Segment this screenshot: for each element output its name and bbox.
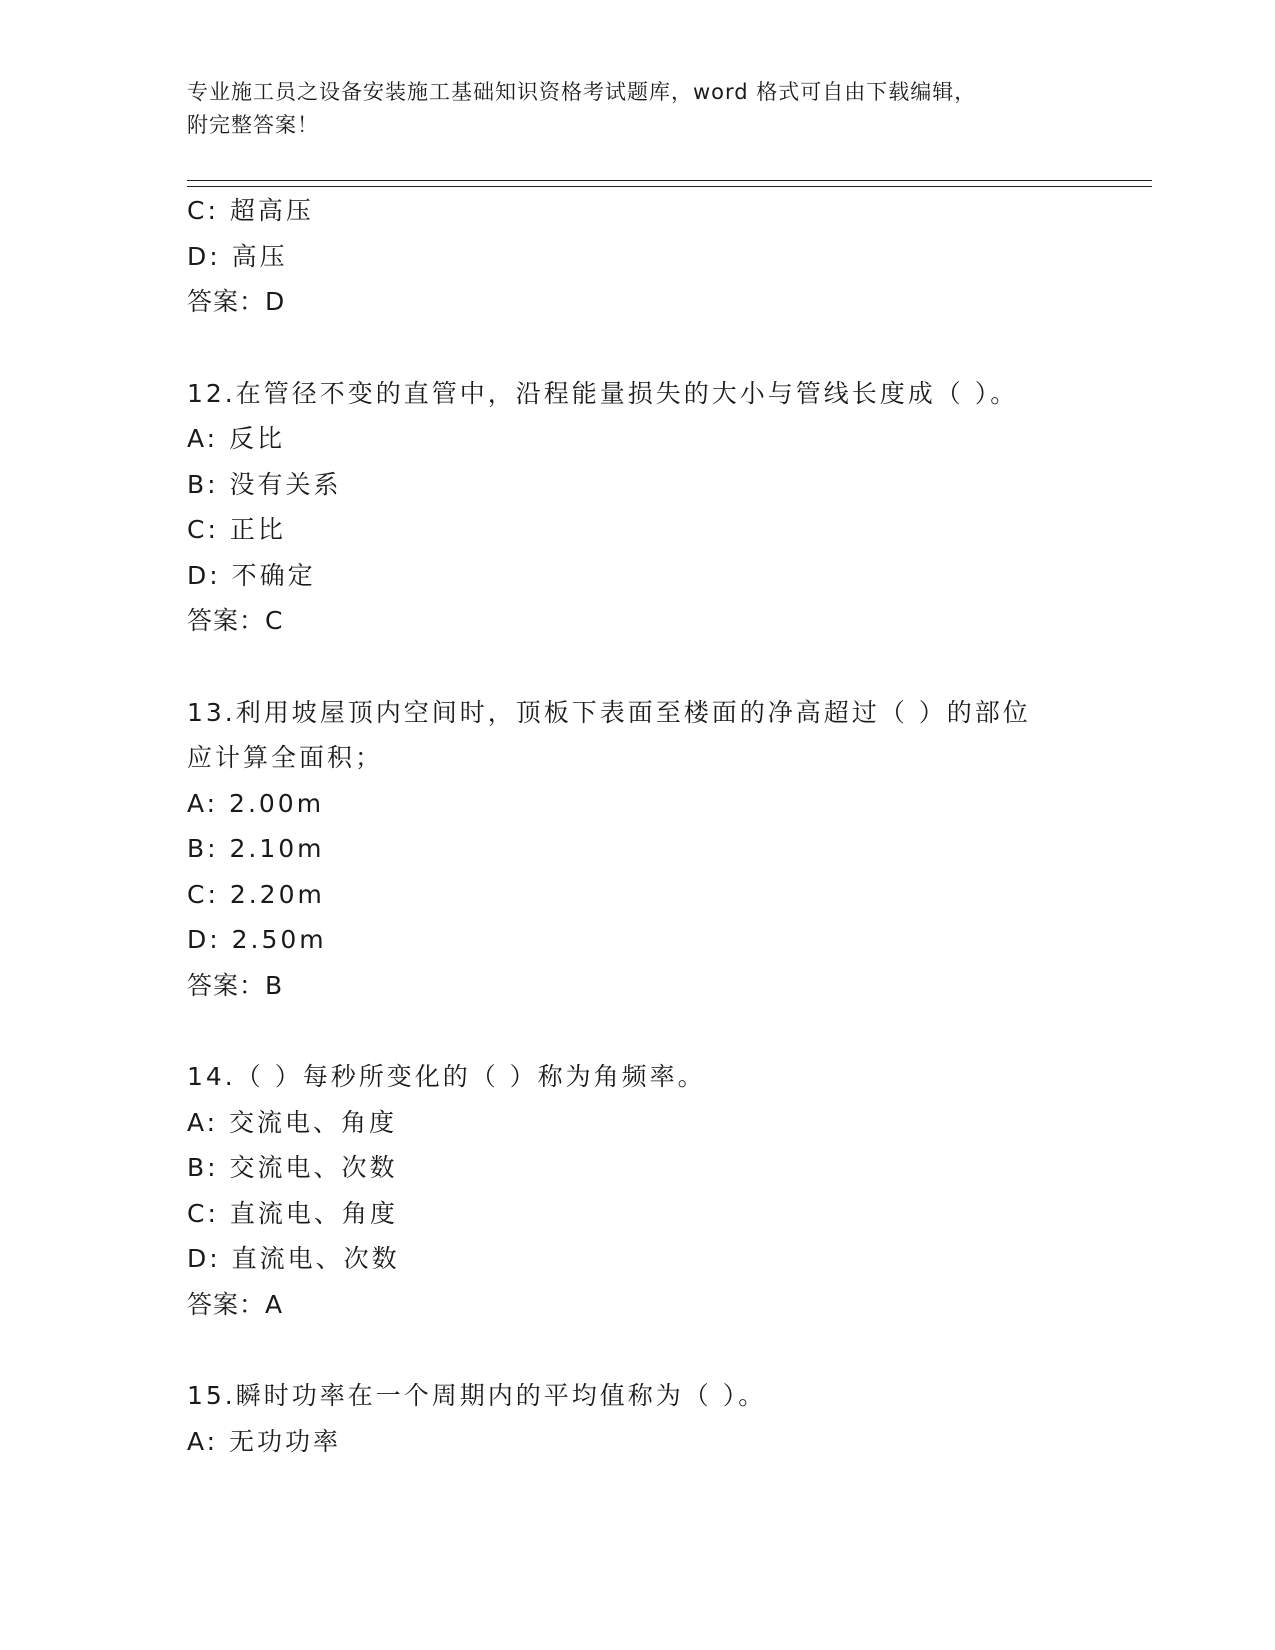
question-block-11: [187, 188, 1117, 325]
option-d: D: 高压: [187, 241, 288, 271]
answer-label: 答案：A: [187, 1289, 284, 1319]
spacer: [187, 325, 1117, 371]
option-c: C: 2.20m: [187, 879, 325, 909]
question-stem-line-2: 应计算全面积；: [187, 743, 384, 772]
spacer: [187, 1008, 1117, 1054]
option-b: B: 2.10m: [187, 834, 325, 863]
spacer: [187, 644, 1117, 690]
option-b: B: 没有关系: [187, 469, 342, 499]
question-stem-line-1: 13.利用坡屋顶内空间时，顶板下表面至楼面的净高超过（ ）的部位: [187, 697, 1031, 727]
option-a: A: 交流电、角度: [187, 1107, 398, 1137]
question-block-15: [187, 1373, 1117, 1464]
option-d: D: 2.50m: [187, 925, 327, 954]
option-d: D: 直流电、次数: [187, 1244, 400, 1273]
answer-label: 答案：C: [187, 606, 284, 635]
question-stem: 12.在管径不变的直管中，沿程能量损失的大小与管线长度成（ ）。: [187, 378, 1019, 408]
answer-label: 答案：B: [187, 970, 284, 1000]
option-d: D: 不确定: [187, 560, 316, 590]
question-block-14: [187, 1054, 1117, 1327]
option-c: C: 正比: [187, 515, 286, 544]
header-line-2: 附完整答案！: [187, 113, 319, 137]
header-double-rule: [187, 180, 1152, 187]
question-block-13: [187, 690, 1117, 1009]
question-stem: 15.瞬时功率在一个周期内的平均值称为（ ）。: [187, 1381, 767, 1410]
question-stem: 14.（ ）每秒所变化的（ ）称为角频率。: [187, 1062, 706, 1091]
header-line-1: 专业施工员之设备安装施工基础知识资格考试题库，word 格式可自由下载编辑，: [187, 80, 977, 104]
question-list: [187, 188, 1117, 1464]
option-b: B: 交流电、次数: [187, 1153, 398, 1182]
option-c: C: 超高压: [187, 196, 314, 225]
option-c: C: 直流电、角度: [187, 1198, 398, 1228]
spacer: [187, 1327, 1117, 1373]
option-a: A: 反比: [187, 424, 286, 453]
answer-label: 答案：D: [187, 287, 286, 316]
option-a: A: 无功功率: [187, 1426, 342, 1456]
document-header: [187, 76, 1067, 142]
question-block-12: [187, 371, 1117, 644]
option-a: A: 2.00m: [187, 788, 325, 818]
